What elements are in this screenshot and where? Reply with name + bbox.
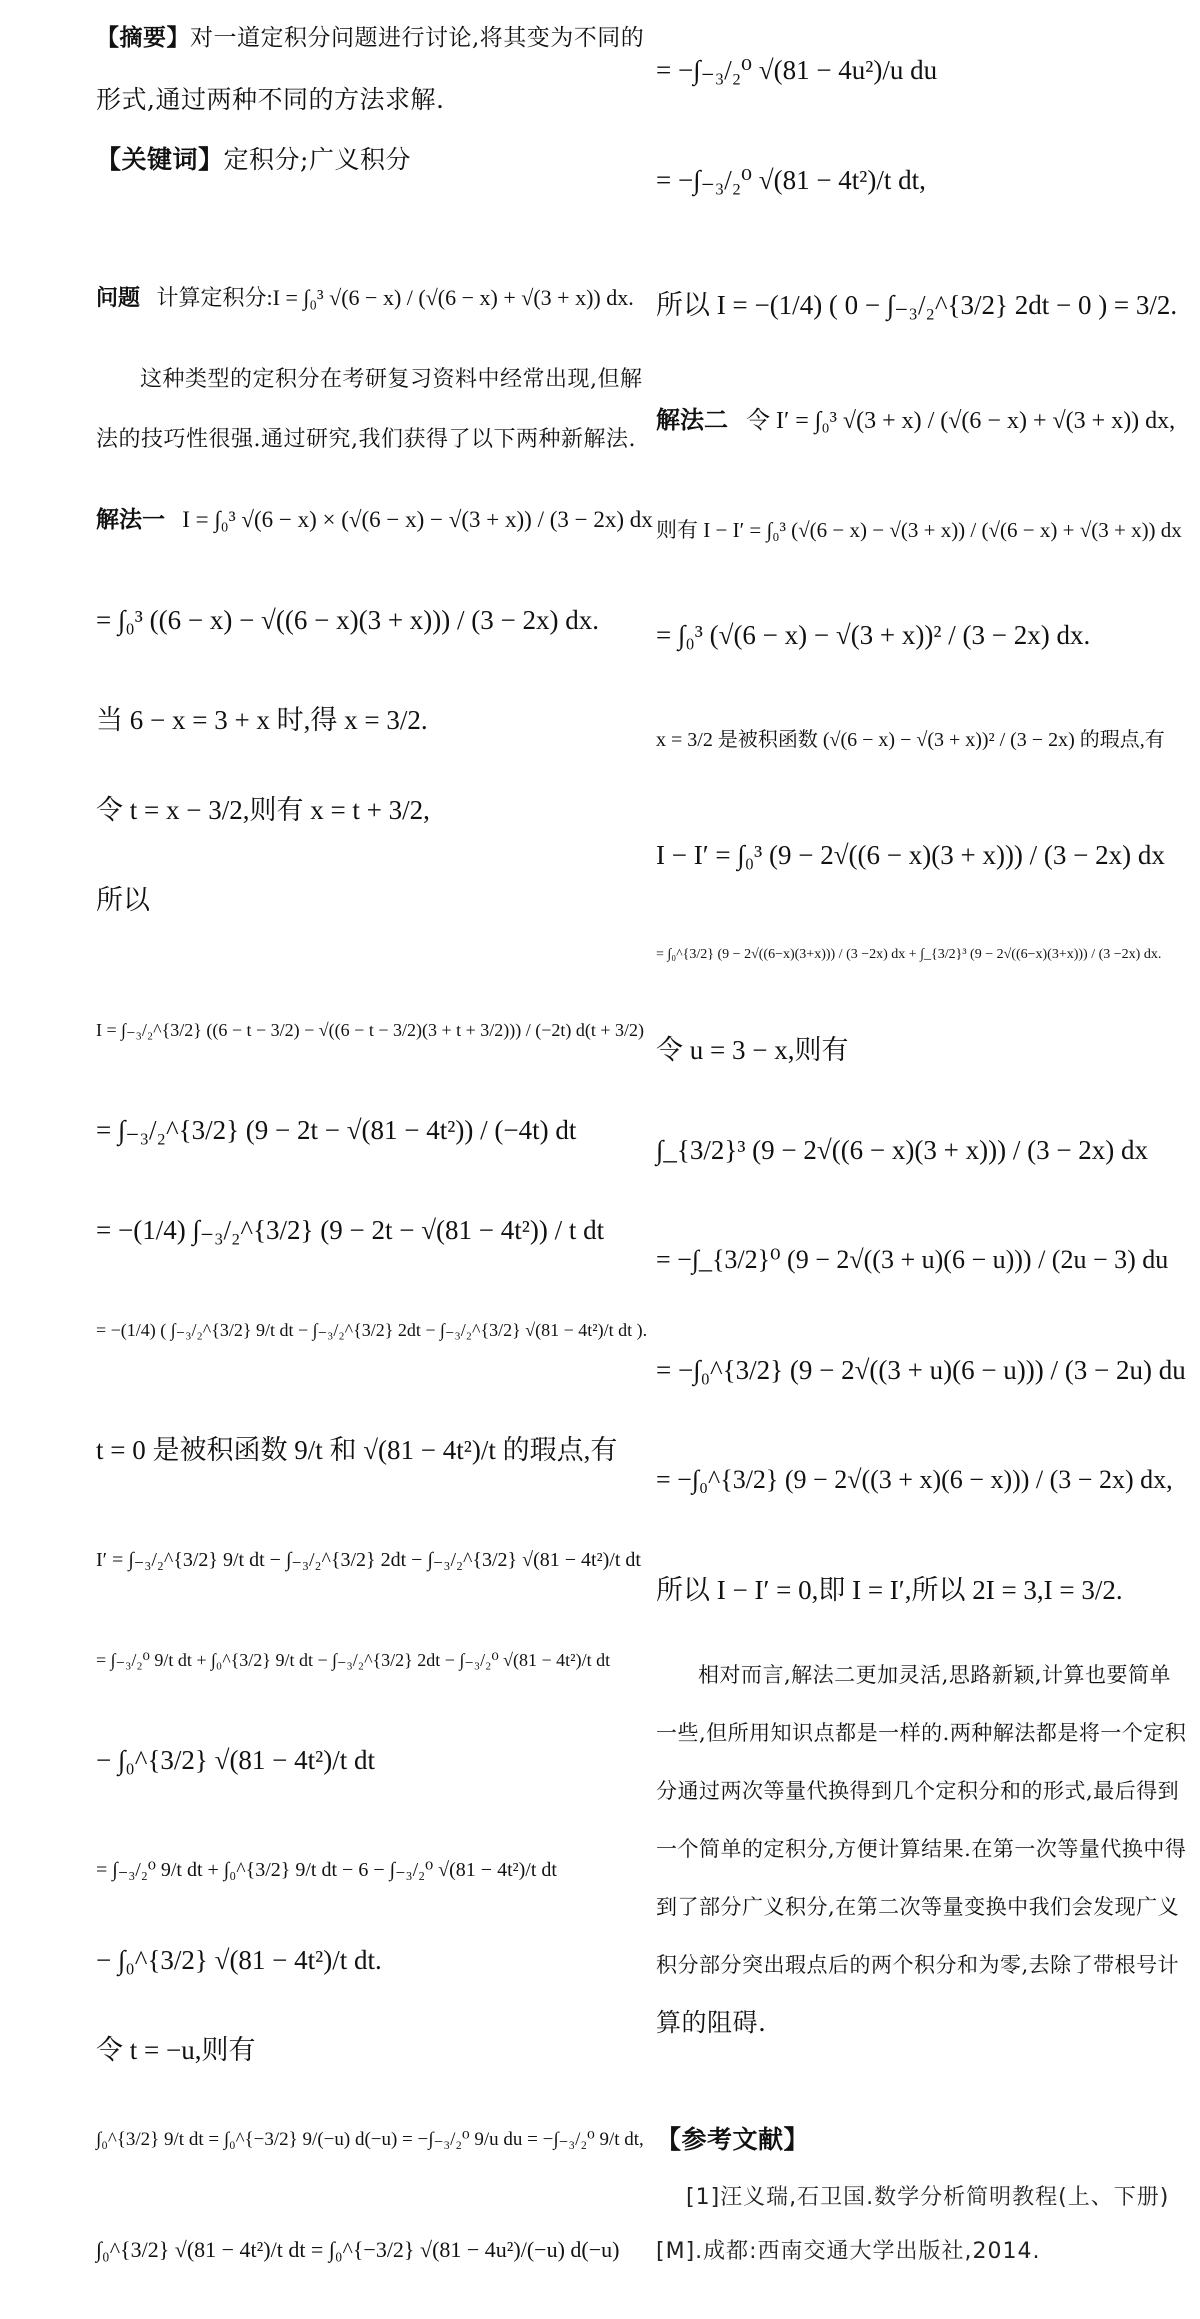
method1-eq15: − ∫₀^{3/2} √(81 − 4t²)/t dt. [96,1945,382,1975]
method1-eq12: = ∫₋₃/₂⁰ 9/t dt + ∫₀^{3/2} 9/t dt − ∫₋₃/₂^{3/2} 2dt − ∫₋₃/₂⁰ √(81 − 4t²)/t dt [96,1650,611,1670]
conclusion-line-1: 相对而言,解法二更加灵活,思路新颖,计算也要简单 [698,1663,1172,1687]
conclusion-line-2: 一些,但所用知识点都是一样的.两种解法都是将一个定积 [656,1721,1187,1745]
right-eq2: = −∫₋₃/₂⁰ √(81 − 4t²)/t dt, [656,165,926,195]
method2-eq1-text: 令 I′ = ∫₀³ √(3 + x) / (√(6 − x) + √(3 + x)) dx, [746,408,1176,434]
method1-eq18: ∫₀^{3/2} √(81 − 4t²)/t dt = ∫₀^{−3/2} √(81 − 4u²)/(−u) d(−u) [96,2237,620,2262]
method1-eq2: = ∫₀³ ((6 − x) − √((6 − x)(3 + x))) / (3 − 2x) dx. [96,605,599,635]
method1-label: 解法一 [96,507,165,533]
abstract-text: 对一道定积分问题进行讨论,将其变为不同的 [190,25,645,51]
method1-eq1 [96,500,653,540]
method2-label: 解法二 [656,406,728,434]
right-eq3: 所以 I = −(1/4) ( 0 − ∫₋₃/₂^{3/2} 2dt − 0 ) = 3/2. [656,290,1178,320]
method1-eq6: I = ∫₋₃/₂^{3/2} ((6 − t − 3/2) − √((6 − t − 3/2)(3 + t + 3/2))) / (−2t) d(t + 3/2) [96,1020,645,1040]
method1-eq7: = ∫₋₃/₂^{3/2} (9 − 2t − √(81 − 4t²)) / (−4t) dt [96,1115,577,1145]
keywords-line [96,140,411,180]
method1-eq1-text: I = ∫₀³ √(6 − x) × (√(6 − x) − √(3 + x)) / (3 − 2x) dx [182,507,653,532]
method1-eq11: I′ = ∫₋₃/₂^{3/2} 9/t dt − ∫₋₃/₂^{3/2} 2dt − ∫₋₃/₂^{3/2} √(81 − 4t²)/t dt [96,1549,641,1571]
keywords-label: 【关键词】 [96,145,224,174]
method2-eq5: I − I′ = ∫₀³ (9 − 2√((6 − x)(3 + x))) / (3 − 2x) dx [656,840,1165,870]
keywords-text: 定积分;广义积分 [223,145,411,174]
conclusion-line-5: 到了部分广义积分,在第二次等量变换中我们会发现广义 [656,1895,1180,1919]
method1-eq13: − ∫₀^{3/2} √(81 − 4t²)/t dt [96,1745,376,1775]
method1-eq9: = −(1/4) ( ∫₋₃/₂^{3/2} 9/t dt − ∫₋₃/₂^{3/2} 2dt − ∫₋₃/₂^{3/2} √(81 − 4t²)/t dt ). [96,1320,648,1340]
conclusion-line-7: 算的阻碍. [656,2008,767,2037]
method2-eq10: = −∫₀^{3/2} (9 − 2√((3 + u)(6 − u))) / (3 − 2u) du [656,1355,1186,1385]
intro-line-2: 法的技巧性很强.通过研究,我们获得了以下两种新解法. [96,427,636,452]
method2-eq4: x = 3/2 是被积函数 (√(6 − x) − √(3 + x))² / (3 − 2x) 的瑕点,有 [656,729,1165,751]
abstract-label: 【摘要】 [96,25,190,51]
method1-eq14: = ∫₋₃/₂⁰ 9/t dt + ∫₀^{3/2} 9/t dt − 6 − ∫₋₃/₂⁰ √(81 − 4t²)/t dt [96,1859,557,1881]
method2-eq8: ∫_{3/2}³ (9 − 2√((6 − x)(3 + x))) / (3 − 2x) dx [656,1135,1149,1165]
method1-eq10: t = 0 是被积函数 9/t 和 √(81 − 4t²)/t 的瑕点,有 [96,1435,618,1465]
method2-eq1 [656,400,1175,441]
method1-eq3: 当 6 − x = 3 + x 时,得 x = 3/2. [96,705,428,735]
method2-eq11: = −∫₀^{3/2} (9 − 2√((3 + x)(6 − x))) / (3 − 2x) dx, [656,1465,1173,1494]
conclusion-line-4: 一个简单的定积分,方便计算结果.在第一次等量代换中得 [656,1837,1187,1861]
abstract-line-1 [96,18,644,58]
conclusion-line-3: 分通过两次等量代换得到几个定积分和的形式,最后得到 [656,1779,1180,1803]
method2-eq3: = ∫₀³ (√(6 − x) − √(3 + x))² / (3 − 2x) dx. [656,620,1091,650]
method2-eq12: 所以 I − I′ = 0,即 I = I′,所以 2I = 3,I = 3/2. [656,1575,1123,1605]
method1-eq17: ∫₀^{3/2} 9/t dt = ∫₀^{−3/2} 9/(−u) d(−u) = −∫₋₃/₂⁰ 9/u du = −∫₋₃/₂⁰ 9/t dt, [96,2129,644,2150]
reference-1-line-2: [M].成都:西南交通大学出版社,2014. [656,2239,1041,2264]
intro-line-1: 这种类型的定积分在考研复习资料中经常出现,但解 [140,367,643,392]
method2-eq6: = ∫₀^{3/2} (9 − 2√((6−x)(3+x))) / (3 −2x) dx + ∫_{3/2}³ (9 − 2√((6−x)(3+x))) / (3 −2x) dx. [656,947,1162,962]
method2-eq9: = −∫_{3/2}⁰ (9 − 2√((3 + u)(6 − u))) / (2u − 3) du [656,1245,1169,1274]
conclusion-line-6: 积分部分突出瑕点后的两个积分和为零,去除了带根号计 [656,1953,1180,1977]
method1-eq16: 令 t = −u,则有 [96,2035,256,2065]
method2-eq2: 则有 I − I′ = ∫₀³ (√(6 − x) − √(3 + x)) / (√(6 − x) + √(3 + x)) dx [656,518,1182,542]
right-eq1: = −∫₋₃/₂⁰ √(81 − 4u²)/u du [656,55,938,85]
problem-line [96,278,634,319]
method1-eq4: 令 t = x − 3/2,则有 x = t + 3/2, [96,795,430,825]
abstract-line-2: 形式,通过两种不同的方法求解. [96,85,445,114]
method2-eq7: 令 u = 3 − x,则有 [656,1035,849,1065]
method1-eq8: = −(1/4) ∫₋₃/₂^{3/2} (9 − 2t − √(81 − 4t²)) / t dt [96,1215,605,1245]
references-heading: 【参考文献】 [656,2125,810,2154]
reference-1-line-1: [1]汪义瑞,石卫国.数学分析简明教程(上、下册) [686,2185,1170,2210]
method1-eq5: 所以 [96,885,150,915]
problem-label: 问题 [96,286,141,311]
problem-text: 计算定积分:I = ∫₀³ √(6 − x) / (√(6 − x) + √(3 + x)) dx. [156,285,634,310]
